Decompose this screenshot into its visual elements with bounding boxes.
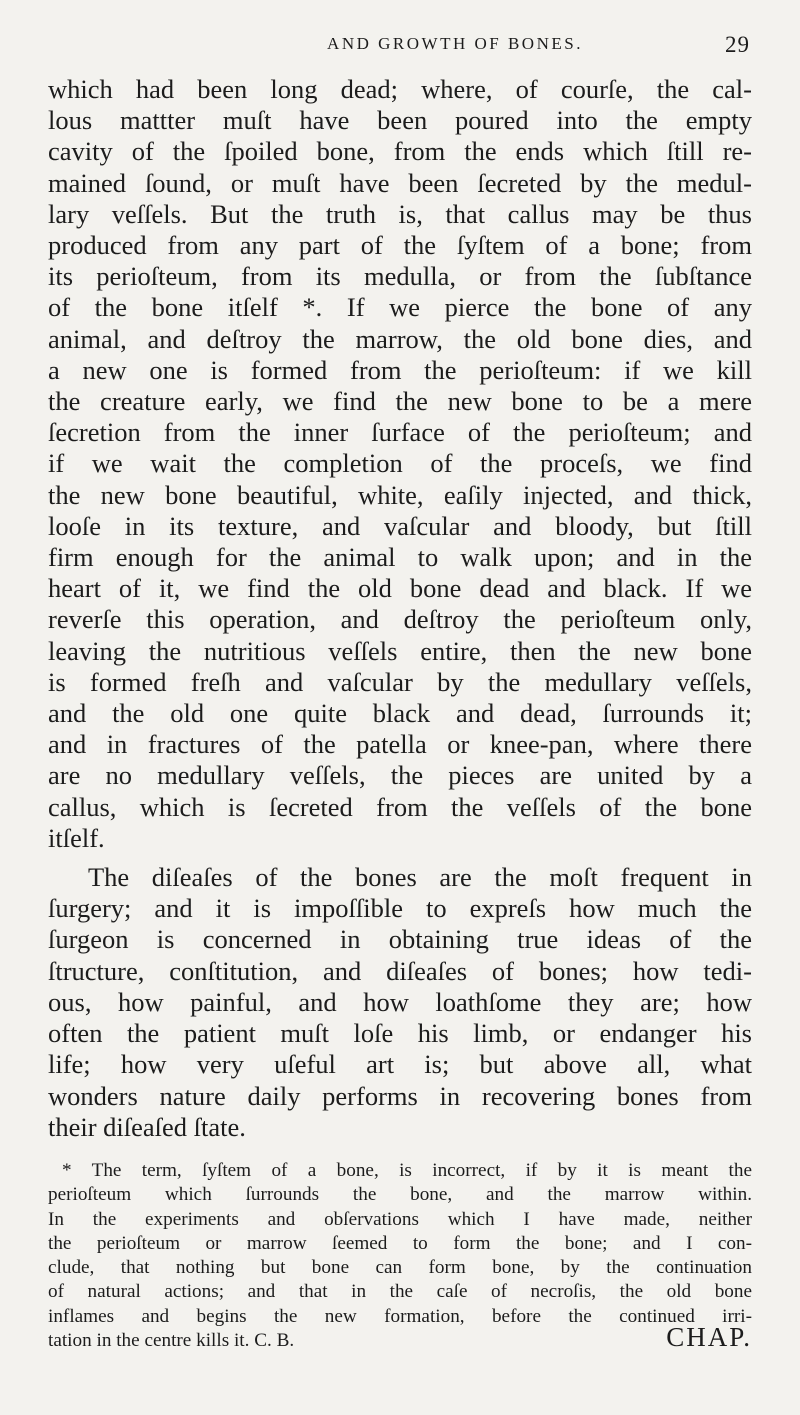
text-line: The diſeaſes of the bones are the moſt frequent in: [88, 862, 752, 893]
text-line: which had been long dead; where, of courſe, the cal-: [48, 74, 752, 104]
text-line: a new one is formed from the perioſteum: if we kill: [48, 354, 752, 385]
text-line: heart of it, we find the old bone dead and black. If we: [48, 573, 752, 604]
text-line: and in fractures of the patella or knee-pan, where there: [48, 729, 752, 760]
text-line: reverſe this operation, and deſtroy the perioſteum only,: [48, 604, 752, 635]
catchword: CHAP.: [666, 1322, 752, 1352]
text-line: cavity of the ſpoiled bone, from the ends which ſtill re-: [48, 136, 752, 167]
text-line: ſtructure, conſtitution, and diſeaſes of bones; how tedi-: [48, 955, 752, 986]
footnote-line: perioſteum which ſurrounds the bone, and the marrow within.: [48, 1184, 752, 1206]
running-head: [48, 34, 752, 74]
text-line: life; how very uſeful art is; but above all, what: [48, 1049, 752, 1080]
text-line: looſe in its texture, and vaſcular and bloody, but ſtill: [48, 510, 752, 541]
footnote: [48, 1159, 752, 1353]
text-line: if we wait the completion of the proceſs, we find: [48, 448, 752, 479]
text-line: ous, how painful, and how loathſome they are; how: [48, 986, 752, 1017]
text-line: leaving the nutritious veſſels entire, then the new bone: [48, 635, 752, 666]
text-line: ſurgeon is concerned in obtaining true ideas of the: [48, 924, 752, 955]
text-line: animal, and deſtroy the marrow, the old bone dies, and: [48, 323, 752, 354]
footnote-line: tation in the centre kills it. C. B.: [48, 1329, 295, 1351]
body-paragraph-2: [48, 862, 752, 1143]
footnote-line: clude, that nothing but bone can form bone, by the continuation: [48, 1257, 752, 1279]
text-line: its perioſteum, from its medulla, or from the ſubſtance: [48, 261, 752, 292]
footnote-line: * The term, ſyſtem of a bone, is incorrect, if by it is meant the: [62, 1159, 752, 1181]
page-number: 29: [725, 32, 750, 57]
body-paragraph-1: [48, 74, 752, 854]
text-line: callus, which is ſecreted from the veſſels of the bone: [48, 791, 752, 822]
text-line: of the bone itſelf *. If we pierce the bone of any: [48, 292, 752, 323]
footnote-line: of natural actions; and that in the caſe of necroſis, the old bone: [48, 1281, 752, 1303]
text-line: lary veſſels. But the truth is, that callus may be thus: [48, 198, 752, 229]
footnote-line: the perioſteum or marrow ſeemed to form the bone; and I con-: [48, 1232, 752, 1254]
text-line: produced from any part of the ſyſtem of a bone; from: [48, 230, 752, 261]
text-line: their diſeaſed ſtate.: [48, 1111, 246, 1142]
footnote-line: In the experiments and obſervations which I have made, neither: [48, 1208, 752, 1230]
text-line: ſurgery; and it is impoſſible to expreſs how much the: [48, 893, 752, 924]
text-line: are no medullary veſſels, the pieces are united by a: [48, 760, 752, 791]
text-line: the creature early, we find the new bone to be a mere: [48, 386, 752, 417]
text-line: itſelf.: [48, 822, 105, 853]
text-line: ſecretion from the inner ſurface of the perioſteum; and: [48, 417, 752, 448]
text-line: mained ſound, or muſt have been ſecreted by the medul-: [48, 167, 752, 198]
text-line: wonders nature daily performs in recovering bones from: [48, 1080, 752, 1111]
text-line: often the patient muſt loſe his limb, or endanger his: [48, 1018, 752, 1049]
text-line: the new bone beautiful, white, eaſily injected, and thick,: [48, 479, 752, 510]
text-line: is formed freſh and vaſcular by the medullary veſſels,: [48, 666, 752, 697]
running-head-title: AND GROWTH OF BONES.: [327, 34, 583, 53]
text-line: lous mattter muſt have been poured into the empty: [48, 105, 752, 136]
text-line: firm enough for the animal to walk upon; and in the: [48, 542, 752, 573]
footnote-line: inflames and begins the new formation, before the continued irri-: [48, 1305, 752, 1327]
text-line: and the old one quite black and dead, ſurrounds it;: [48, 698, 752, 729]
